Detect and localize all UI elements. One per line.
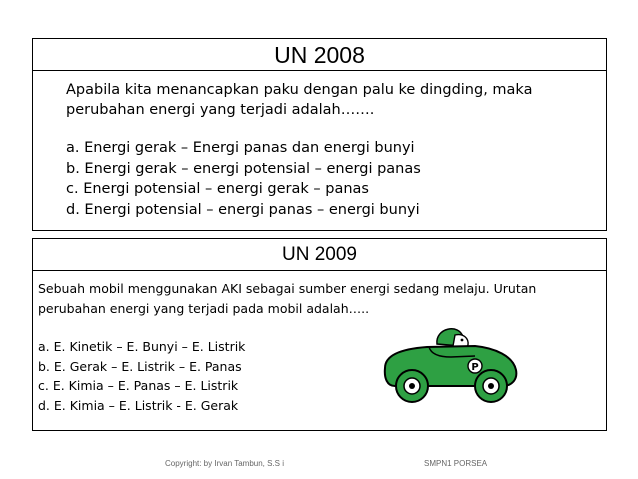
question-line: Apabila kita menancapkan paku dengan palu ke dingding, maka	[66, 82, 533, 98]
answer-options	[38, 337, 338, 415]
option-d: d. E. Kimia – E. Listrik - E. Gerak	[38, 397, 239, 413]
slide-footer	[0, 459, 638, 473]
question-text	[38, 279, 598, 319]
option-c: c. Energi potensial – energi gerak – panas	[66, 181, 369, 197]
question-text	[66, 80, 586, 120]
question-box-un-2008	[32, 38, 607, 231]
wheel-icon	[396, 370, 428, 402]
race-car-icon	[379, 324, 521, 408]
box-title: UN 2008	[33, 39, 606, 71]
option-b: b. E. Gerak – E. Listrik – E. Panas	[38, 358, 242, 374]
question-line: perubahan energi yang terjadi pada mobil adalah…..	[38, 301, 370, 316]
footer-school: SMPN1 PORSEA	[424, 459, 488, 468]
question-line: Sebuah mobil menggunakan AKI sebagai sumber energi sedang melaju. Urutan	[38, 281, 537, 296]
question-box-un-2009	[32, 238, 607, 431]
option-c: c. E. Kimia – E. Panas – E. Listrik	[38, 378, 239, 393]
option-d: d. Energi potensial – energi panas – energi bunyi	[66, 201, 420, 218]
box-title: UN 2009	[33, 239, 606, 271]
option-b: b. Energi gerak – energi potensial – energi panas	[66, 160, 421, 177]
wheel-icon	[475, 370, 507, 402]
question-line: perubahan energi yang terjadi adalah…….	[66, 102, 375, 118]
answer-options	[66, 138, 586, 220]
footer-copyright: Copyright: by Irvan Tambun, S.S i	[165, 459, 285, 468]
car-badge-label: P	[471, 362, 479, 373]
option-a: a. Energi gerak – Energi panas dan energi bunyi	[66, 140, 415, 156]
option-a: a. E. Kinetik – E. Bunyi – E. Listrik	[38, 339, 246, 354]
